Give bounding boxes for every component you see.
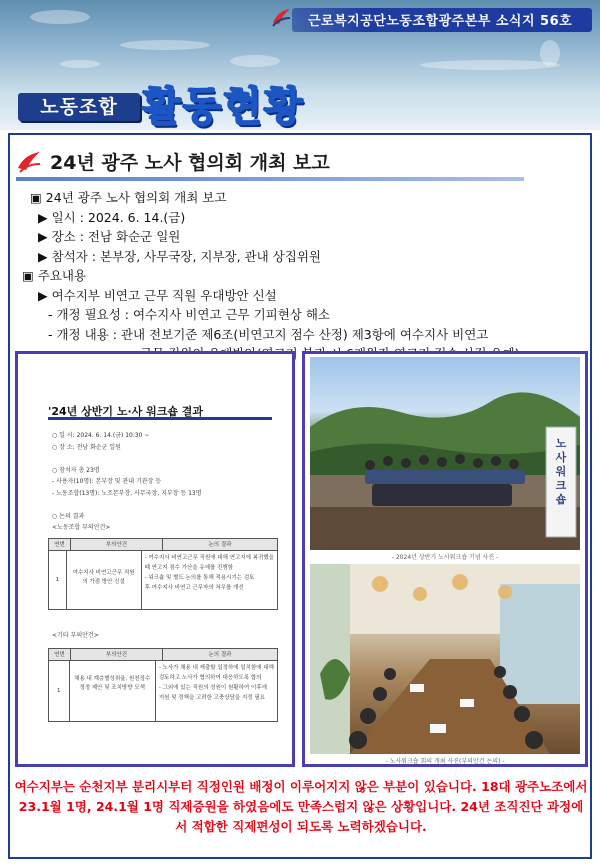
- workshop-document-panel: [15, 351, 295, 767]
- meeting-photo-caption: - 노사워크숍 회의 개최 사진(부의안건 논의) -: [385, 758, 505, 765]
- table-cell: 채용 내 계층별성취율, 원천징수 정정 제안 및 조치방향 모색: [70, 661, 156, 721]
- meeting-photo: [310, 564, 580, 754]
- table-cell-line: 검토하고 노사가 협의하여 대응하도록 합의: [158, 675, 262, 681]
- section-title: 활동현황: [142, 84, 305, 130]
- table-header-cell: 논의 결과: [208, 542, 232, 548]
- document-title-text: '24년 상반기 노·사 워크숍 결과: [48, 405, 204, 418]
- table-row: [49, 551, 277, 609]
- other-agenda-label: <기타 부의안건>: [52, 632, 99, 639]
- table-header-cell: 연번: [49, 539, 71, 550]
- table-cell: [156, 661, 277, 721]
- table-header-cell: 연번: [49, 649, 71, 660]
- table-header-cell: 논의 결과: [208, 652, 232, 658]
- document-line: - 노동조합(13명): 노조본부장, 사무국장, 지부장 등 13명: [52, 489, 202, 497]
- document-line: ○ 일 시: 2024. 6. 14.(금) 10:30 ~: [52, 432, 150, 439]
- table-cell: [142, 551, 277, 609]
- workshop-banner-text: 노사워크숍: [555, 437, 567, 506]
- outline-line: - 개정 필요성 : 여수지사 비연고 근무 기피현상 해소: [48, 307, 331, 322]
- group-photo: [310, 357, 580, 550]
- outline-line: ▣ 24년 광주 노사 협의회 개최 보고: [30, 190, 227, 205]
- union-logo-icon: [270, 6, 292, 28]
- table-header: [49, 539, 277, 551]
- group-photo-illustration: [310, 357, 580, 550]
- outline-line: - 개정 내용 : 관내 전보기준 제6조(비연고지 점수 산정) 제3항에 여수지사 비연고: [48, 326, 489, 342]
- outline-line: ▶ 장소 : 전남 화순군 일원: [38, 229, 181, 244]
- title-underline: [16, 177, 524, 181]
- table-header-cell: 부의안건: [71, 649, 163, 660]
- table-cell-line: - 워크숍 및 별도 논의를 통해 적용시기는 검토: [144, 575, 255, 581]
- document-line: - 사용자(10명): 본부장 및 관내 기관장 등: [52, 478, 162, 485]
- table-header: [49, 649, 277, 661]
- workshop-photo-panel: [302, 351, 588, 767]
- report-outline: [22, 188, 578, 364]
- document-title: [48, 400, 272, 420]
- table-header-cell: 부의안건: [71, 539, 163, 550]
- table-cell-line: 때 연고지 점수 가산을 유예를 진행함: [144, 565, 234, 571]
- table-cell-line: 지원 및 정책을 고려한 고충상담을 지정 필요: [158, 695, 265, 701]
- other-agenda-table: [48, 648, 278, 722]
- group-photo-caption: - 2024년 상반기 노사워크숍 기념 사진 -: [391, 554, 499, 561]
- table-cell: 1: [49, 551, 67, 609]
- table-cell-line: 후 여수지사 비연고 근무자의 처우를 개선: [144, 585, 244, 591]
- report-title: 24년 광주 노사 협의회 개최 보고: [50, 152, 330, 174]
- report-title-row: [16, 148, 526, 174]
- table-cell-line: - 노사가 채용 내 제출할 일정하에 일치함에 대해: [158, 665, 274, 671]
- document-body: [52, 430, 282, 534]
- document-line: ○ 장 소: 전남 화순군 일원: [52, 443, 121, 451]
- outline-line: ▶ 참석자 : 본부장, 사무국장, 지부장, 관내 상집위원: [38, 248, 321, 264]
- outline-line: ▶ 여수지부 비연고 근무 직원 우대방안 신설: [38, 287, 277, 303]
- document-line: ○ 참석자 총 23명: [52, 466, 100, 474]
- section-badge-label: 노동조합: [40, 96, 118, 118]
- document-line: ○ 논의 결과: [52, 512, 85, 520]
- meeting-photo-illustration: [310, 564, 580, 754]
- outline-line: ▣ 주요내용: [22, 268, 87, 283]
- section-badge: [18, 93, 140, 121]
- document-line: <노동조합 부의안건>: [52, 524, 111, 531]
- table-cell: 여수지사 비연고근무 직원의 가점 방안 신설: [67, 551, 142, 609]
- table-cell-line: - 여수지사 비연고근무 직원에 대해 연고지에 복귀했을: [144, 555, 274, 561]
- header-banner: [0, 0, 600, 130]
- outline-line: ▶ 일시 : 2024. 6. 14.(금): [38, 209, 186, 225]
- flame-leaf-icon: [16, 148, 42, 174]
- union-agenda-table: [48, 538, 278, 610]
- closing-note: 여수지부는 순천지부 분리시부터 직정인원 배정이 이루어지지 않은 부분이 있습니다. 18대 광주노조에서 23.1월 1명, 24.1월 1명 직제증원을 하였음에도 만족스럽지 않은 상황입니다. 24년 조직진단 과정에서 적합한 직제편성이 되도록 노력하겠습니다.: [14, 779, 588, 834]
- document-line: [52, 453, 282, 465]
- document-line: [52, 499, 282, 511]
- table-row: [49, 661, 277, 721]
- table-cell: 1: [49, 661, 70, 721]
- table-cell-line: - 그외에 있는 직원의 성원이 원활하여 이후에: [158, 685, 267, 691]
- newsletter-label: 근로복지공단노동조합광주본부 소식지 56호: [308, 14, 573, 29]
